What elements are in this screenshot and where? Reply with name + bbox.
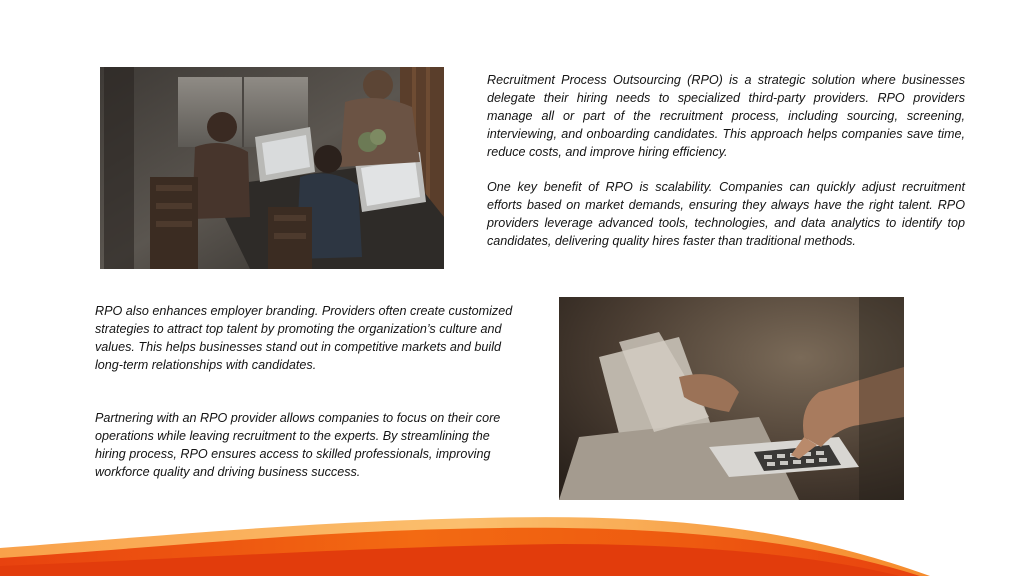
paragraph-rpo-scalability: One key benefit of RPO is scalability. Companies can quickly adjust recruitment efforts based on market demands, ensuring they always have the right talent. RPO providers leverage advanced tools, technologies, and data analytics to identify top candidates, delivering quality hires faster than traditional methods. <box>487 180 965 248</box>
calculator-photo <box>559 297 904 500</box>
office-team-photo-graphic <box>100 67 444 269</box>
paragraph-rpo-definition: Recruitment Process Outsourcing (RPO) is a strategic solution where businesses delegate their hiring needs to specialized third-party providers. RPO providers manage all or part of the recruitment process, including sourcing, screening, interviewing, and onboarding candidates. This approach helps companies save time, reduce costs, and improve hiring efficiency. <box>487 73 965 159</box>
paragraph-partnering: Partnering with an RPO provider allows companies to focus on their core operations while leaving recruitment to the experts. By streamlining the hiring process, RPO ensures access to skilled professionals, improving workforce quality and driving business success. <box>95 411 501 479</box>
orange-wave-graphic <box>0 500 1024 576</box>
calculator-photo-graphic <box>559 297 904 500</box>
paragraph-employer-branding: RPO also enhances employer branding. Providers often create customized strategies to attract top talent by promoting the organization’s culture and values. This helps businesses stand out in competitive markets and build long-term relationships with candidates. <box>95 304 513 372</box>
orange-wave-decoration <box>0 500 1024 576</box>
office-team-photo <box>100 67 444 269</box>
